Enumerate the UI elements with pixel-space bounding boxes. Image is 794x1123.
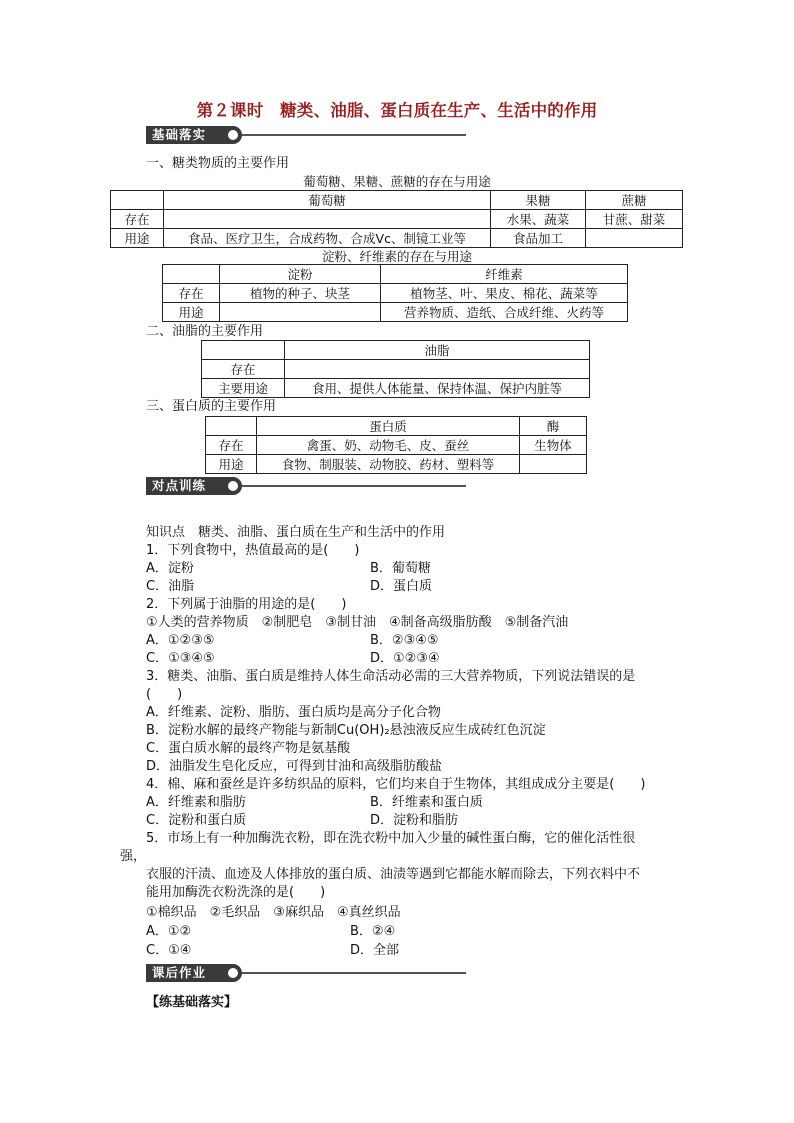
banner-rule — [242, 972, 466, 974]
table-header: 葡萄糖 — [164, 191, 491, 210]
table1-caption: 葡萄糖、果糖、蔗糖的存在与用途 — [303, 174, 491, 189]
q1-option-d: D．蛋白质 — [370, 579, 433, 594]
homework-subheading: 【练基础落实】 — [146, 995, 238, 1010]
q5-stem-cont3: 能用加酶洗衣粉洗涤的是( ) — [146, 885, 326, 900]
row-label: 用途 — [163, 303, 220, 322]
table-cell — [520, 455, 587, 474]
protein-table — [205, 416, 587, 474]
row-label: 存在 — [202, 360, 285, 379]
page-title: 第２课时 糖类、油脂、蛋白质在生产、生活中的作用 — [196, 101, 598, 120]
fat-table — [201, 340, 590, 398]
table-cell: 食用、提供人体能量、保持体温、保护内脏等 — [285, 379, 590, 398]
table-cell — [206, 417, 257, 436]
q5-option-b: B．②④ — [350, 924, 396, 939]
q1-option-a: A．淀粉 — [146, 561, 194, 576]
q5-stem-cont2: 衣服的汗渍、血迹及人体排放的蛋白质、油渍等遇到它都能水解而除去，下列衣料中不 — [146, 867, 641, 882]
table-cell: 禽蛋、奶、动物毛、皮、蚕丝 — [257, 436, 520, 455]
sugar-table — [110, 190, 683, 248]
table-row — [202, 379, 590, 398]
section-banner-homework — [146, 964, 466, 982]
q3-stem: 3．糖类、油脂、蛋白质是维持人体生命活动必需的三大营养物质，下列说法错误的是 — [146, 669, 636, 684]
table-header: 果糖 — [491, 191, 586, 210]
table-cell — [202, 341, 285, 360]
q2-items: ①人类的营养物质 ②制肥皂 ③制甘油 ④制备高级脂肪酸 ⑤制备汽油 — [146, 615, 569, 630]
q3-option-b: B．淀粉水解的最终产物能与新制Cu(OH)₂悬浊液反应生成砖红色沉淀 — [146, 723, 546, 738]
banner-label: 课后作业 — [146, 964, 242, 982]
section-banner-practice — [146, 477, 466, 495]
table-row — [111, 210, 683, 229]
q4-option-d: D．淀粉和脂肪 — [370, 813, 459, 828]
table-header: 纤维素 — [381, 265, 628, 284]
q5-stem: 5．市场上有一种加酶洗衣粉，即在洗衣粉中加入少量的碱性蛋白酶，它的催化活性很 — [146, 831, 636, 846]
row-label: 主要用途 — [202, 379, 285, 398]
banner-dot-icon — [228, 130, 238, 140]
table-row — [206, 417, 587, 436]
table-row — [202, 360, 590, 379]
knowledge-point: 知识点 糖类、油脂、蛋白质在生产和生活中的作用 — [146, 525, 446, 540]
table-cell: 食物、制服装、动物胶、药材、塑料等 — [257, 455, 520, 474]
banner-label: 对点训练 — [146, 477, 242, 495]
q1-option-c: C．油脂 — [146, 579, 195, 594]
q2-stem: 2．下列属于油脂的用途的是( ) — [146, 597, 347, 612]
table-cell: 食品加工 — [491, 229, 586, 248]
q1-option-b: B．葡萄糖 — [370, 561, 431, 576]
row-label: 存在 — [206, 436, 257, 455]
q4-option-a: A．纤维素和脂肪 — [146, 795, 246, 810]
banner-rule — [242, 485, 466, 487]
table-row — [206, 455, 587, 474]
table-row — [111, 229, 683, 248]
table2-caption: 淀粉、纤维素的存在与用途 — [321, 249, 472, 264]
table-cell: 水果、蔬菜 — [491, 210, 586, 229]
row-label: 存在 — [163, 284, 220, 303]
q3-option-a: A．纤维素、淀粉、脂肪、蛋白质均是高分子化合物 — [146, 705, 441, 720]
table-cell — [586, 229, 683, 248]
q5-stem-cont: 强， — [120, 849, 147, 864]
table-cell: 甘蔗、甜菜 — [586, 210, 683, 229]
table-row — [202, 341, 590, 360]
table-header: 油脂 — [285, 341, 590, 360]
section3-heading: 三、蛋白质的主要作用 — [146, 399, 277, 414]
table-cell: 植物茎、叶、果皮、棉花、蔬菜等 — [381, 284, 628, 303]
table-cell — [164, 210, 491, 229]
table-cell — [220, 303, 381, 322]
q5-option-a: A．①② — [146, 924, 192, 939]
table-cell — [111, 191, 164, 210]
q3-option-c: C．蛋白质水解的最终产物是氨基酸 — [146, 741, 351, 756]
section1-heading: 一、糖类物质的主要作用 — [146, 156, 290, 171]
q4-option-c: C．淀粉和蛋白质 — [146, 813, 247, 828]
q5-option-c: C．①④ — [146, 943, 192, 958]
q5-items: ①棉织品 ②毛织品 ③麻织品 ④真丝织品 — [146, 905, 401, 920]
section2-heading: 二、油脂的主要作用 — [146, 324, 264, 339]
table-header: 淀粉 — [220, 265, 381, 284]
table-cell: 营养物质、造纸、合成纤维、火药等 — [381, 303, 628, 322]
section-banner-basics — [146, 126, 466, 144]
q2-option-d: D．①②③④ — [370, 651, 440, 666]
banner-dot-icon — [228, 481, 238, 491]
table-row — [206, 436, 587, 455]
q2-option-c: C．①③④⑤ — [146, 651, 215, 666]
starch-table — [162, 264, 628, 322]
table-row — [163, 284, 628, 303]
table-cell — [163, 265, 220, 284]
row-label: 用途 — [206, 455, 257, 474]
banner-dot-icon — [228, 968, 238, 978]
table-row — [111, 191, 683, 210]
q1-stem: 1．下列食物中，热值最高的是( ) — [146, 543, 360, 558]
q3-option-d: D．油脂发生皂化反应，可得到甘油和高级脂肪酸盐 — [146, 759, 443, 774]
q5-option-d: D．全部 — [350, 943, 400, 958]
q3-stem-cont: ( ) — [146, 687, 183, 702]
table-cell: 生物体 — [520, 436, 587, 455]
table-cell — [285, 360, 590, 379]
table-header: 蛋白质 — [257, 417, 520, 436]
table-header: 蔗糖 — [586, 191, 683, 210]
q4-option-b: B．纤维素和蛋白质 — [370, 795, 483, 810]
table-cell: 植物的种子、块茎 — [220, 284, 381, 303]
table-row — [163, 265, 628, 284]
banner-rule — [242, 134, 466, 136]
table-cell: 食品、医疗卫生，合成药物、合成Vc、制镜工业等 — [164, 229, 491, 248]
row-label: 用途 — [111, 229, 164, 248]
banner-label: 基础落实 — [146, 126, 242, 144]
q4-stem: 4．棉、麻和蚕丝是许多纺织品的原料，它们均来自于生物体，其组成成分主要是( ) — [146, 777, 646, 792]
row-label: 存在 — [111, 210, 164, 229]
table-row — [163, 303, 628, 322]
q2-option-b: B．②③④⑤ — [370, 633, 439, 648]
q2-option-a: A．①②③⑤ — [146, 633, 215, 648]
table-header: 酶 — [520, 417, 587, 436]
